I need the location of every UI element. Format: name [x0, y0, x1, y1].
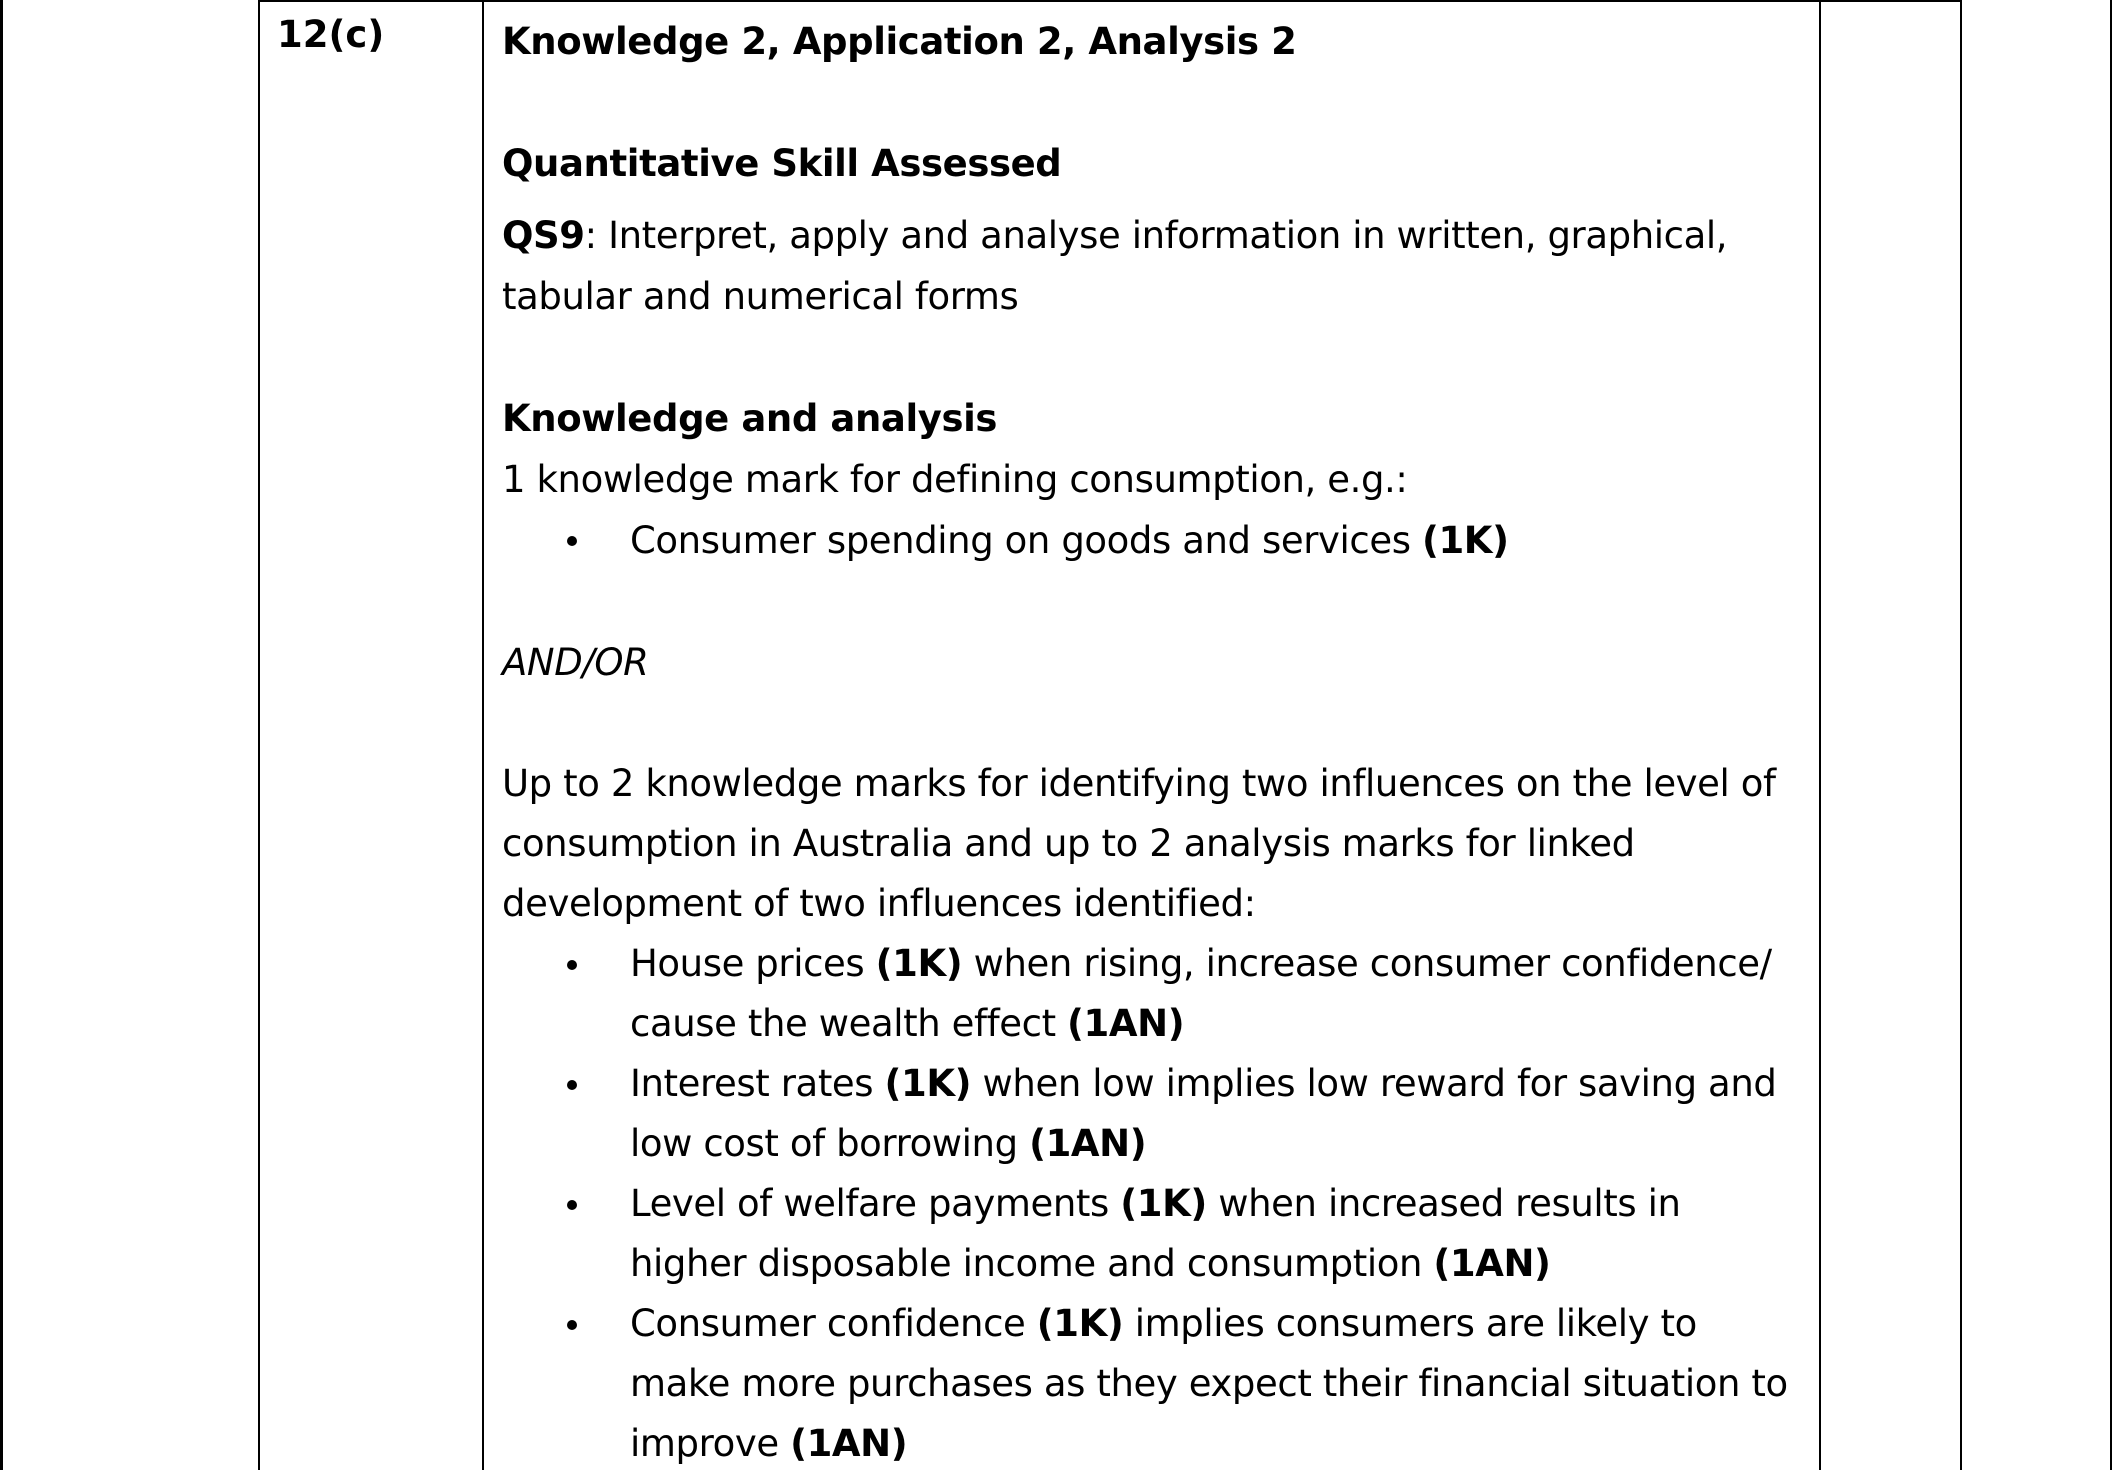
and-or-label: AND/OR	[502, 641, 649, 684]
qs-code: QS9	[502, 214, 585, 257]
influence-name: Level of welfare payments	[630, 1182, 1121, 1225]
marking-guide-cell	[502, 11, 1802, 1474]
ka-intro: 1 knowledge mark for defining consumption, e.g.:	[502, 458, 1408, 501]
table-column-divider-1	[482, 0, 484, 1470]
table-border-left	[258, 0, 260, 1470]
mark-badge: (1AN)	[1067, 1002, 1185, 1045]
mark-badge: (1K)	[884, 1062, 972, 1105]
list-item	[502, 1294, 1802, 1474]
marks-heading: Knowledge 2, Application 2, Analysis 2	[502, 20, 1297, 63]
table-top-border	[259, 0, 1962, 2]
definition-list	[502, 510, 1802, 571]
mark-badge: (1AN)	[1029, 1122, 1147, 1165]
influence-text: implies consumers are likely to make more purchases as they expect their financial situation to improve	[630, 1302, 1788, 1465]
influence-name: House prices	[630, 942, 876, 985]
influence-text: when low implies low reward for saving and low cost of borrowing	[630, 1062, 1777, 1165]
mark-badge: (1AN)	[1433, 1242, 1551, 1285]
ka-heading: Knowledge and analysis	[502, 397, 998, 440]
question-number: 12(c)	[277, 13, 385, 56]
mark-badge: (1K)	[1036, 1302, 1124, 1345]
page-left-border	[0, 0, 3, 1470]
influences-intro: Up to 2 knowledge marks for identifying two influences on the level of consumption in Australia and up to 2 analysis marks for linked development of two influences identified:	[502, 762, 1776, 925]
qs-description	[502, 205, 1802, 327]
mark-badge: (1AN)	[790, 1422, 908, 1465]
influence-text: when rising, increase consumer confidence/ cause the wealth effect	[630, 942, 1772, 1045]
mark-badge: (1K)	[1421, 519, 1509, 562]
list-item	[502, 934, 1802, 1054]
qs-text: Interpret, apply and analyse information in written, graphical, tabular and numerical forms	[502, 214, 1728, 318]
qs-heading: Quantitative Skill Assessed	[502, 142, 1062, 185]
list-item	[502, 1174, 1802, 1294]
bullet-icon	[567, 536, 577, 546]
list-item	[502, 1054, 1802, 1174]
qs-separator: :	[584, 214, 597, 257]
definition-text: Consumer spending on goods and services	[630, 519, 1422, 562]
table-column-divider-2	[1819, 0, 1821, 1470]
influence-name: Consumer confidence	[630, 1302, 1037, 1345]
mark-badge: (1K)	[1120, 1182, 1207, 1225]
influences-list	[502, 934, 1802, 1474]
mark-badge: (1K)	[875, 942, 963, 985]
bullet-icon	[567, 960, 577, 970]
influence-name: Interest rates	[630, 1062, 885, 1105]
list-item	[502, 510, 1802, 571]
bullet-icon	[567, 1200, 577, 1210]
table-border-right	[1960, 0, 1962, 1470]
influence-text: when increased results in higher disposable income and consumption	[630, 1182, 1681, 1285]
bullet-icon	[567, 1080, 577, 1090]
bullet-icon	[567, 1320, 577, 1330]
